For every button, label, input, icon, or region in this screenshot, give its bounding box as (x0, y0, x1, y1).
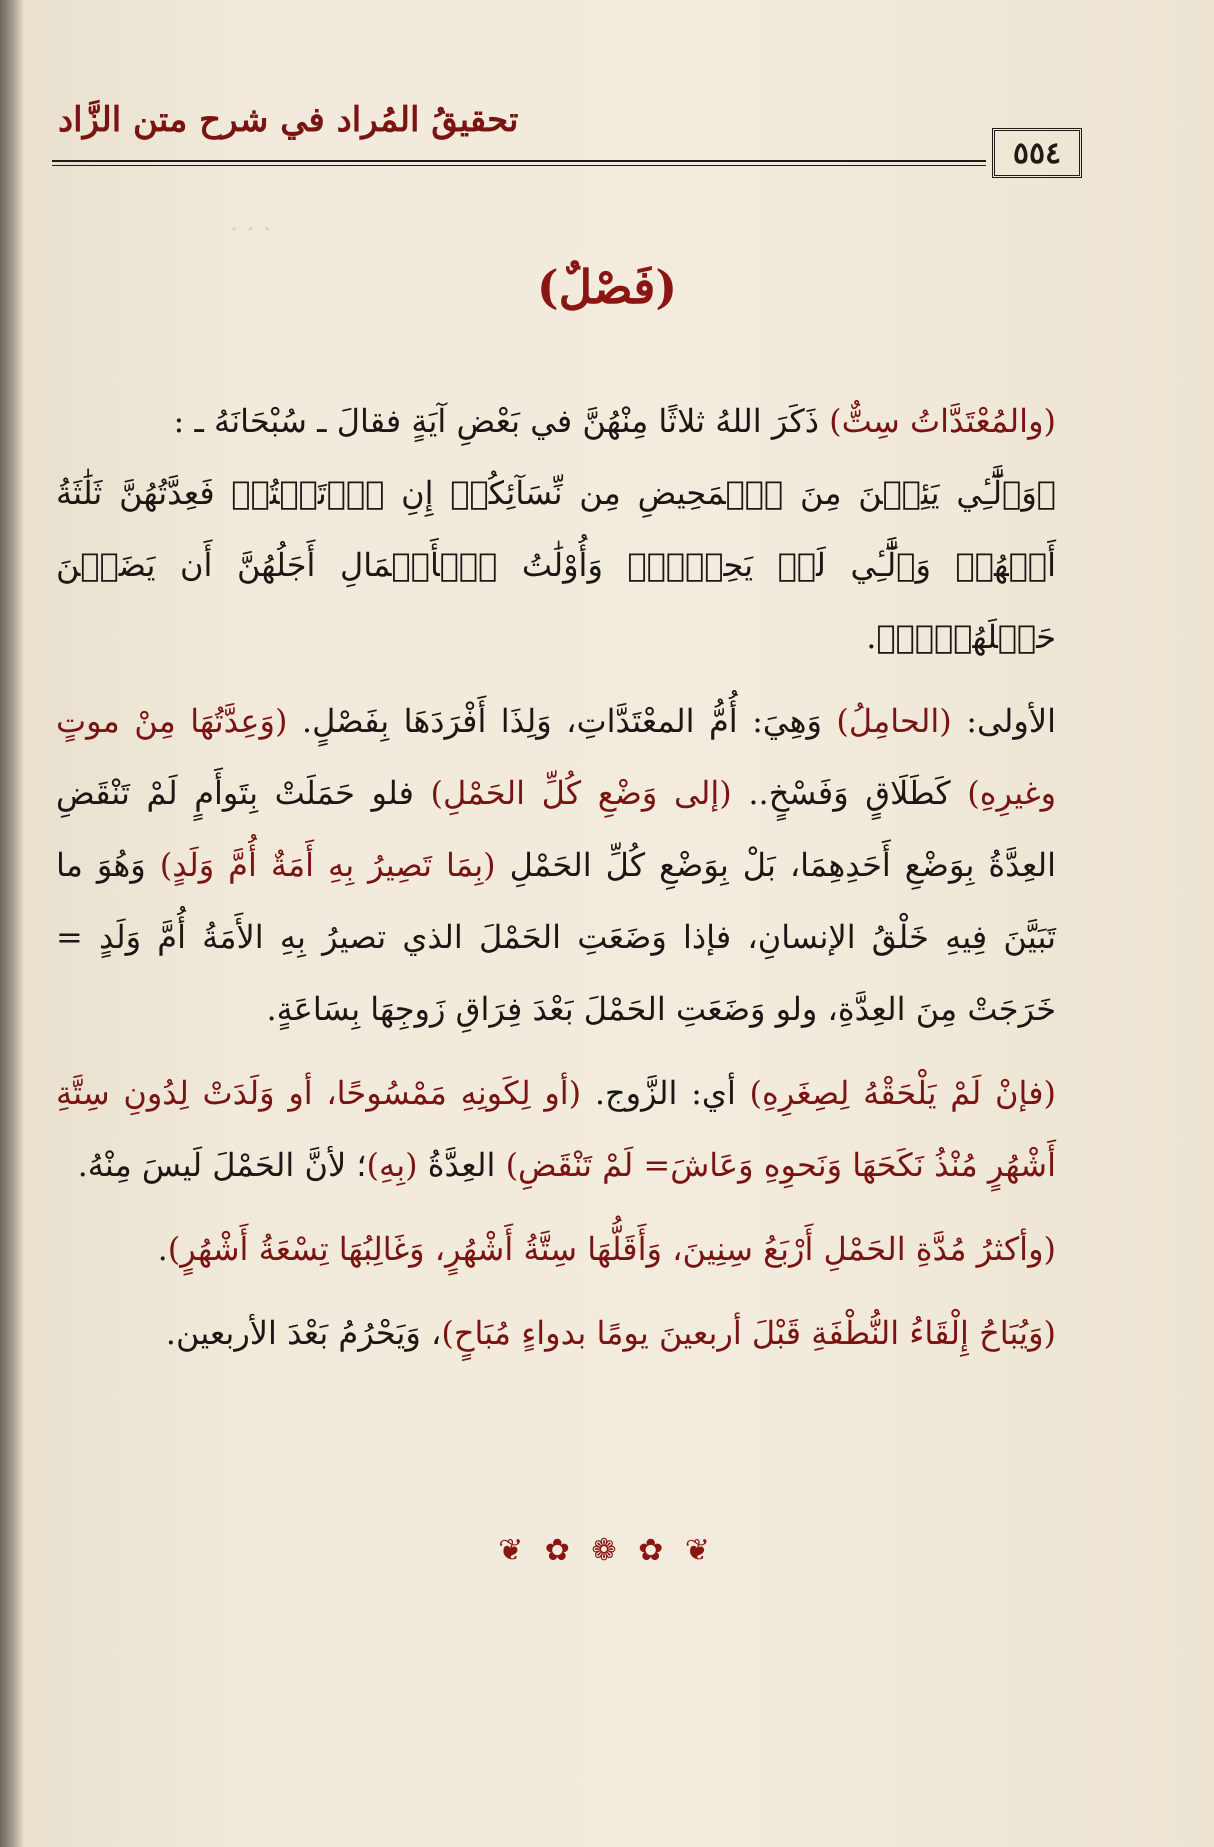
paragraph (56, 1297, 1056, 1369)
section-heading: (فَصْلٌ) (536, 260, 678, 314)
commentary-text: فلو حَمَلَتْ بِتَوأَمٍ لَمْ تَنْقَضِ العِدَّةُ بِوَضْعِ أَحَدِهِمَا، بَلْ بِوَضْعِ كُلِّ الحَمْلِ (56, 774, 1057, 884)
matn-text: (وأكثرُ مُدَّةِ الحَمْلِ أَرْبَعُ سِنِينَ، وَأَقَلُّهَا سِتَّةُ أَشْهُرٍ، وَغَالِبُهَا تِسْعَةُ أَشْهُرٍ) (167, 1230, 1056, 1268)
commentary-text: أي: الزَّوج. (581, 1074, 750, 1112)
section-end-ornament: ❦ ✿ ❁ ✿ ❦ (498, 1533, 716, 1568)
commentary-text: وَهِيَ: أُمُّ المعْتَدَّاتِ، وَلِذَا أَفْرَدَهَا بِفَصْلٍ. (287, 702, 837, 740)
commentary-text: كَطَلَاقٍ وَفَسْخٍ.. (731, 774, 968, 812)
matn-text: (فإنْ لَمْ يَلْحَقْهُ لِصِغَرِهِ) (749, 1074, 1057, 1112)
matn-text: (إلى وَضْعِ كُلِّ الحَمْلِ) (430, 774, 732, 812)
matn-text: (الحامِلُ) (836, 702, 952, 740)
matn-text: (وَعِدَّتُهَا مِنْ موتٍ وغيرِهِ) (56, 702, 1057, 812)
paragraph (56, 385, 1056, 457)
body-text (56, 385, 1056, 1381)
commentary-text: ، وَيَحْرُمُ بَعْدَ الأربعين. (165, 1314, 442, 1352)
commentary-text: العِدَّةُ (417, 1146, 506, 1184)
paragraph (56, 1057, 1056, 1201)
commentary-text: ذَكَرَ اللهُ ثلاثًا مِنْهُنَّ في بَعْضِ آيَةٍ فقالَ ـ سُبْحَانَهُ ـ : (173, 402, 830, 440)
quran-verse (56, 457, 1056, 673)
commentary-text: . (157, 1230, 168, 1268)
commentary-text: الأولى: (951, 702, 1057, 740)
running-title: تحقيقُ المُراد في شرح متن الزَّاد (58, 100, 519, 140)
header-rule (52, 160, 986, 166)
commentary-text: ؛ لأنَّ الحَمْلَ لَيسَ مِنْهُ. (77, 1146, 367, 1184)
paragraph (56, 685, 1056, 1045)
bleed-through-decoration: · · · (230, 215, 272, 245)
page-header (52, 100, 1082, 188)
paragraph (56, 1213, 1056, 1285)
page-number: ٥٥٤ (992, 128, 1082, 178)
matn-text: (وَيُبَاحُ إِلْقَاءُ النُّطْفَةِ قَبْلَ أربعينَ يومًا بدواءٍ مُبَاحٍ) (441, 1314, 1056, 1352)
matn-text: (بِهِ) (366, 1146, 418, 1184)
commentary-text: وَهُوَ ما تَبَيَّنَ فِيهِ خَلْقُ الإنسانِ، فإذا وَضَعَتِ الحَمْلَ الذي تصيرُ بِهِ الأَمَةُ أُمَّ وَلَدٍ = خَرَجَتْ مِنَ العِدَّةِ، ولو وَضَعَتِ الحَمْلَ بَعْدَ فِرَاقِ زَوجِهَا بِسَاعَةٍ. (56, 846, 1057, 1028)
matn-text: (أو لِكَونِهِ مَمْسُوحًا، أو وَلَدَتْ لِدُونِ سِتَّةِ أَشْهُرٍ مُنْذُ نَكَحَهَا وَنَحوِهِ وَعَاشَ= لَمْ تَنْقَضِ) (56, 1074, 1056, 1184)
matn-text: (بِمَا تَصِيرُ بِهِ أَمَةٌ أُمَّ وَلَدٍ) (159, 846, 496, 884)
commentary-text: ﴿وَٱلَّٰٓـِٔي يَئِسۡنَ مِنَ ٱلۡمَحِيضِ مِن نِّسَآئِكُمۡ إِنِ ٱرۡتَبۡتُمۡ فَعِدَّتُهُنَّ ثَلَٰثَةُ أَشۡهُرٖ وَٱلَّٰٓـِٔي لَمۡ يَحِضۡنَۚ وَأُوْلَٰتُ ٱلۡأَحۡمَالِ أَجَلُهُنَّ أَن يَضَعۡنَ حَمۡلَهُنَّۚ﴾. (56, 474, 1056, 656)
matn-text: (والمُعْتَدَّاتُ سِتٌّ) (829, 402, 1056, 440)
